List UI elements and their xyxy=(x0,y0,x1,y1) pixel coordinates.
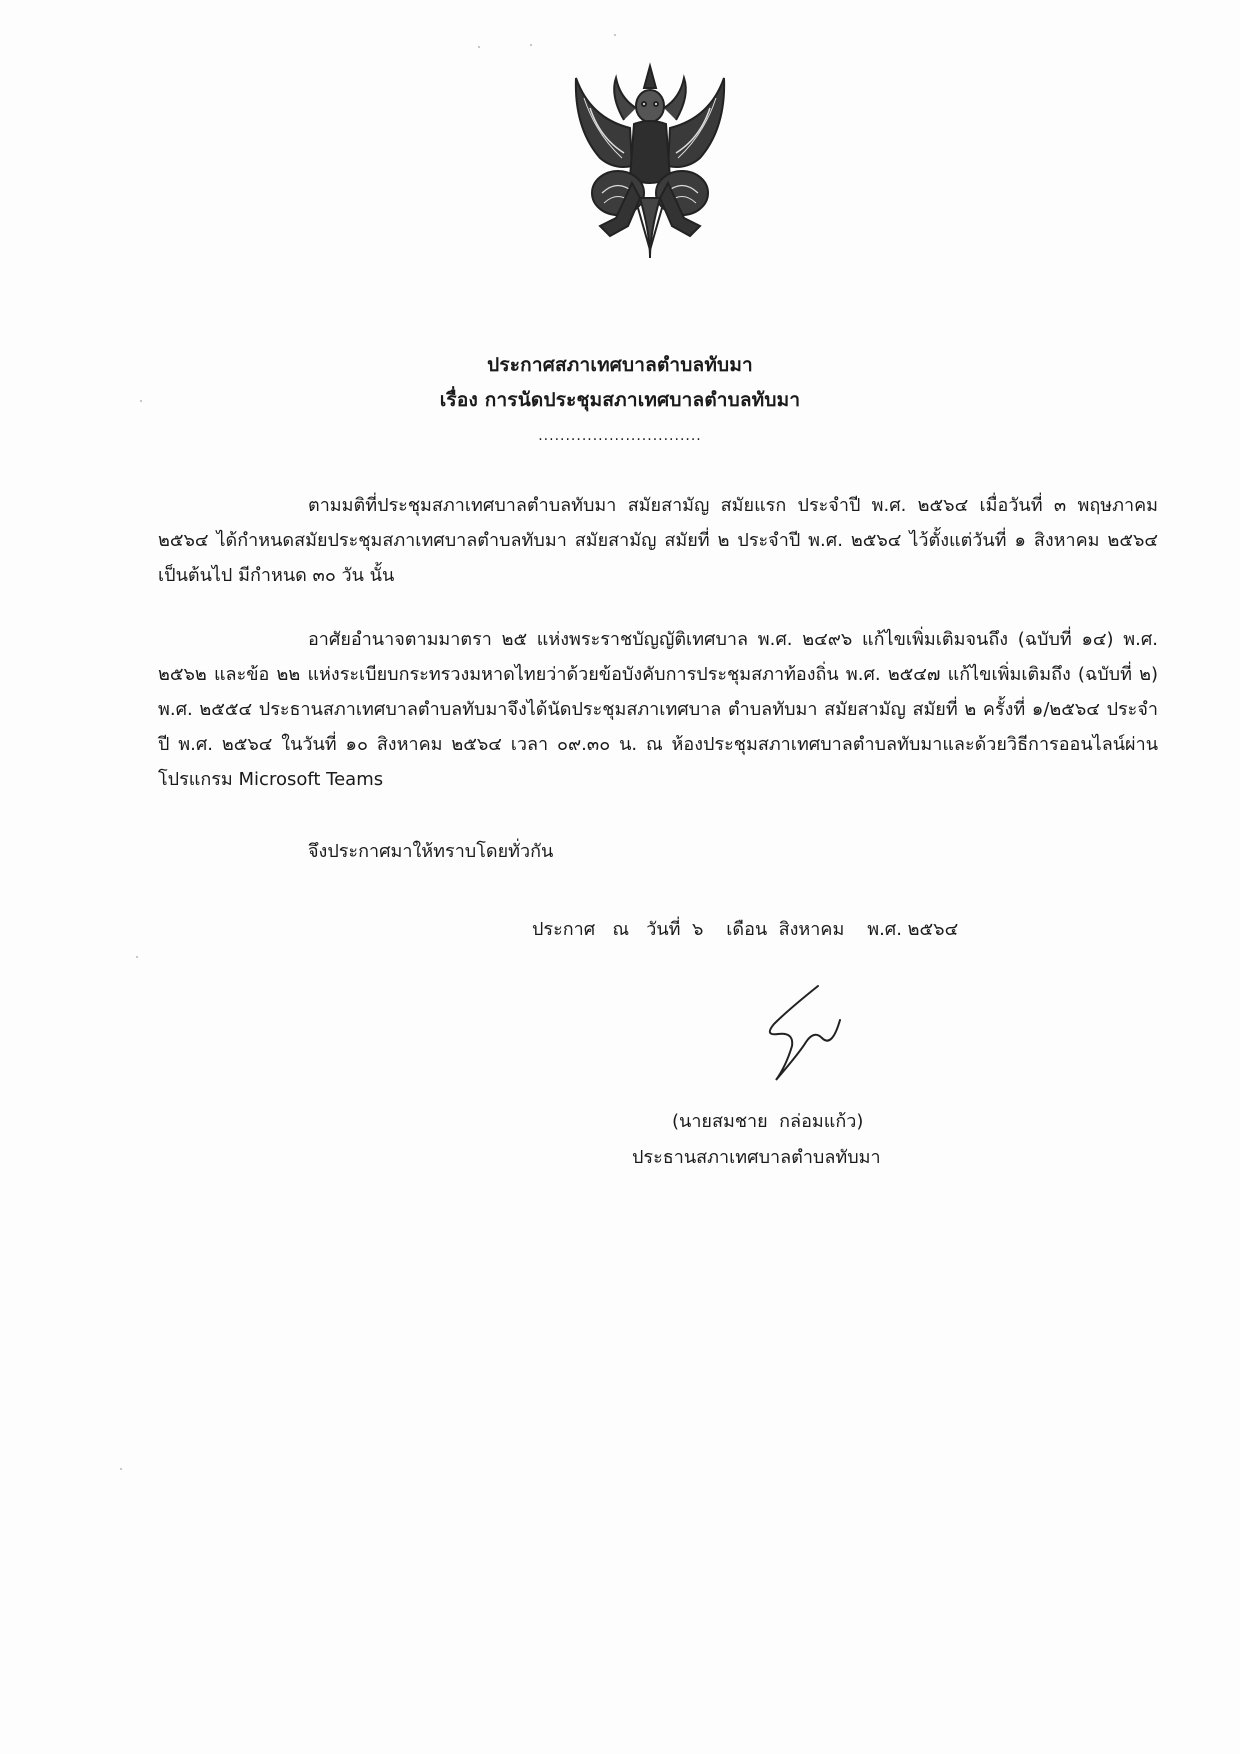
closing-statement: จึงประกาศมาให้ทราบโดยทั่วกัน xyxy=(308,841,554,862)
scan-speck xyxy=(140,400,142,402)
title-separator: .............................. xyxy=(538,428,702,444)
signer-position: ประธานสภาเทศบาลตำบลทับมา xyxy=(632,1147,881,1168)
scan-speck xyxy=(478,46,480,48)
scan-speck xyxy=(136,956,138,958)
announcement-date: ประกาศ ณ วันที่ ๖ เดือน สิงหาคม พ.ศ. ๒๕๖๔ xyxy=(532,919,959,940)
garuda-emblem-icon xyxy=(570,58,730,263)
document-title: ประกาศสภาเทศบาลตำบลทับมา xyxy=(487,354,753,376)
signer-name: (นายสมชาย กล่อมแก้ว) xyxy=(672,1111,864,1132)
scan-speck xyxy=(614,34,616,36)
scan-speck xyxy=(530,44,532,46)
scan-speck xyxy=(120,1468,122,1470)
handwritten-signature xyxy=(748,980,848,1090)
paragraph-resolution-text: ตามมติที่ประชุมสภาเทศบาลตำบลทับมา สมัยสามัญ สมัยแรก ประจำปี พ.ศ. ๒๕๖๔ เมื่อวันที่ ๓ พฤษภาคม ๒๕๖๔ ได้กำหนดสมัยประชุมสภาเทศบาลตำบลทับมา สมัยสามัญ สมัยที่ ๒ ประจำปี พ.ศ. ๒๕๖๔ ไว้ตั้งแต่วันที่ ๑ สิงหาคม ๒๕๖๔ เป็นต้นไป มีกำหนด ๓๐ วัน นั้น xyxy=(158,495,1158,586)
paragraph-authority-text: อาศัยอำนาจตามมาตรา ๒๕ แห่งพระราชบัญญัติเทศบาล พ.ศ. ๒๔๙๖ แก้ไขเพิ่มเติมจนถึง (ฉบับที่ ๑๔) พ.ศ. ๒๕๖๒ และข้อ ๒๒ แห่งระเบียบกระทรวงมหาดไทยว่าด้วยข้อบังคับการประชุมสภาท้องถิ่น พ.ศ. ๒๕๔๗ แก้ไขเพิ่มเติมถึง (ฉบับที่ ๒) พ.ศ. ๒๕๕๔ ประธานสภาเทศบาลตำบลทับมาจึงได้นัดประชุมสภาเทศบาล ตำบลทับมา สมัยสามัญ สมัยที่ ๒ ครั้งที่ ๑/๒๕๖๔ ประจำปี พ.ศ. ๒๕๖๔ ในวันที่ ๑๐ สิงหาคม ๒๕๖๔ เวลา ๐๙.๓๐ น. ณ ห้องประชุมสภาเทศบาลตำบลทับมาและด้วยวิธีการออนไลน์ผ่านโปรแกรม Microsoft Teams xyxy=(158,629,1158,790)
paragraph-authority xyxy=(158,622,1158,797)
document-subject: เรื่อง การนัดประชุมสภาเทศบาลตำบลทับมา xyxy=(439,389,801,411)
paragraph-resolution xyxy=(158,488,1158,593)
